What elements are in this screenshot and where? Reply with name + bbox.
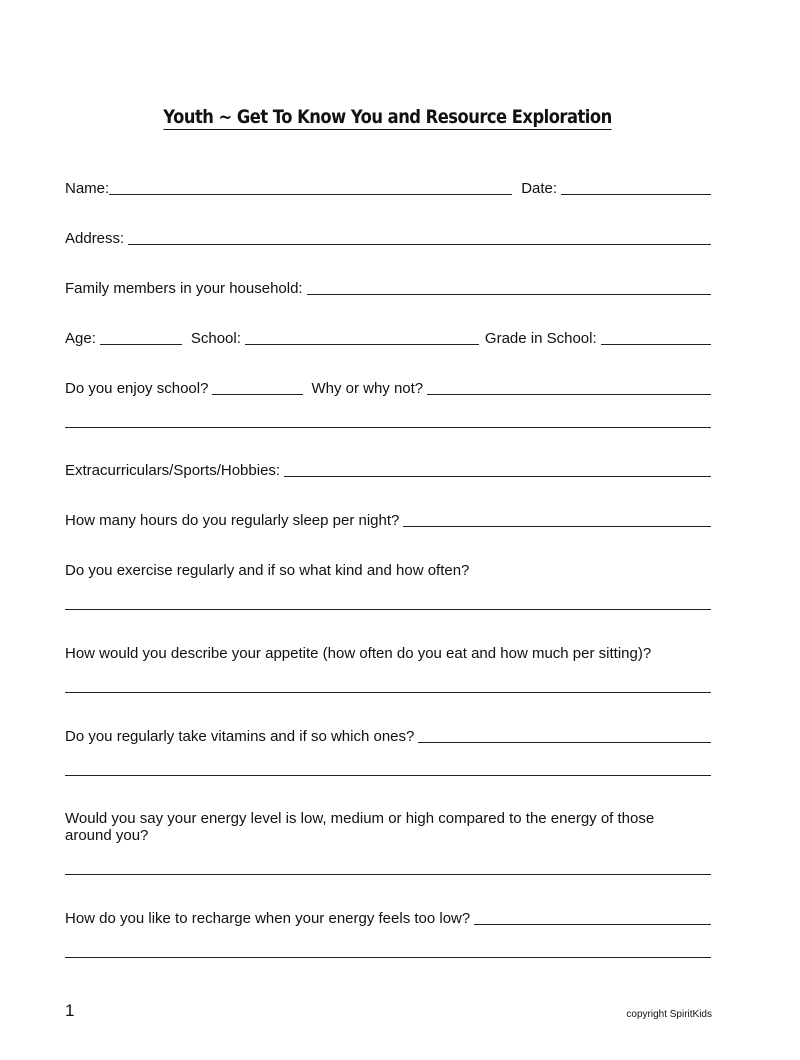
energy-question: Would you say your energy level is low, medium or high compared to the energy of those around you? (65, 810, 655, 844)
exercise-answer-line[interactable] (65, 609, 711, 610)
family-label: Family members in your household: (65, 280, 303, 297)
why-field[interactable] (427, 380, 711, 395)
sleep-row (65, 512, 711, 529)
address-row (65, 230, 711, 247)
age-school-grade-row (65, 330, 711, 347)
appetite-question: How would you describe your appetite (how often do you eat and how much per sitting)? (65, 645, 652, 662)
page-number: 1 (65, 1001, 75, 1020)
vitamins-label: Do you regularly take vitamins and if so which ones? (65, 728, 415, 745)
date-field[interactable] (561, 180, 711, 195)
age-label: Age: (65, 330, 96, 347)
sleep-label: How many hours do you regularly sleep per night? (65, 512, 400, 529)
name-label: Name: (65, 180, 110, 197)
vitamins-continuation-line[interactable] (65, 775, 711, 776)
family-field[interactable] (307, 280, 711, 295)
school-label: School: (190, 330, 241, 347)
recharge-row (65, 910, 711, 927)
recharge-field[interactable] (474, 910, 711, 925)
extracurriculars-row (65, 462, 711, 479)
grade-label: Grade in School: (484, 330, 597, 347)
appetite-answer-line[interactable] (65, 692, 711, 693)
name-field[interactable] (109, 180, 512, 195)
age-field[interactable] (100, 330, 182, 345)
recharge-label: How do you like to recharge when your energy feels too low? (65, 910, 471, 927)
school-field[interactable] (245, 330, 479, 345)
recharge-continuation-line[interactable] (65, 957, 711, 958)
why-continuation-line[interactable] (65, 427, 711, 428)
energy-answer-line[interactable] (65, 874, 711, 875)
extracurriculars-label: Extracurriculars/Sports/Hobbies: (65, 462, 281, 479)
grade-field[interactable] (601, 330, 711, 345)
vitamins-field[interactable] (418, 728, 711, 743)
exercise-question: Do you exercise regularly and if so what kind and how often? (65, 562, 470, 579)
enjoy-school-field[interactable] (212, 380, 303, 395)
copyright-notice: copyright SpiritKids (626, 1009, 712, 1020)
date-label: Date: (521, 180, 558, 197)
enjoy-school-label: Do you enjoy school? (65, 380, 209, 397)
name-date-row (65, 180, 711, 197)
family-row (65, 280, 711, 297)
why-label: Why or why not? (311, 380, 424, 397)
address-label: Address: (65, 230, 125, 247)
vitamins-row (65, 728, 711, 745)
enjoy-school-row (65, 380, 711, 397)
extracurriculars-field[interactable] (284, 462, 711, 477)
form-title: Youth ~ Get To Know You and Resource Exploration (163, 106, 612, 128)
sleep-field[interactable] (403, 512, 711, 527)
address-field[interactable] (128, 230, 711, 245)
